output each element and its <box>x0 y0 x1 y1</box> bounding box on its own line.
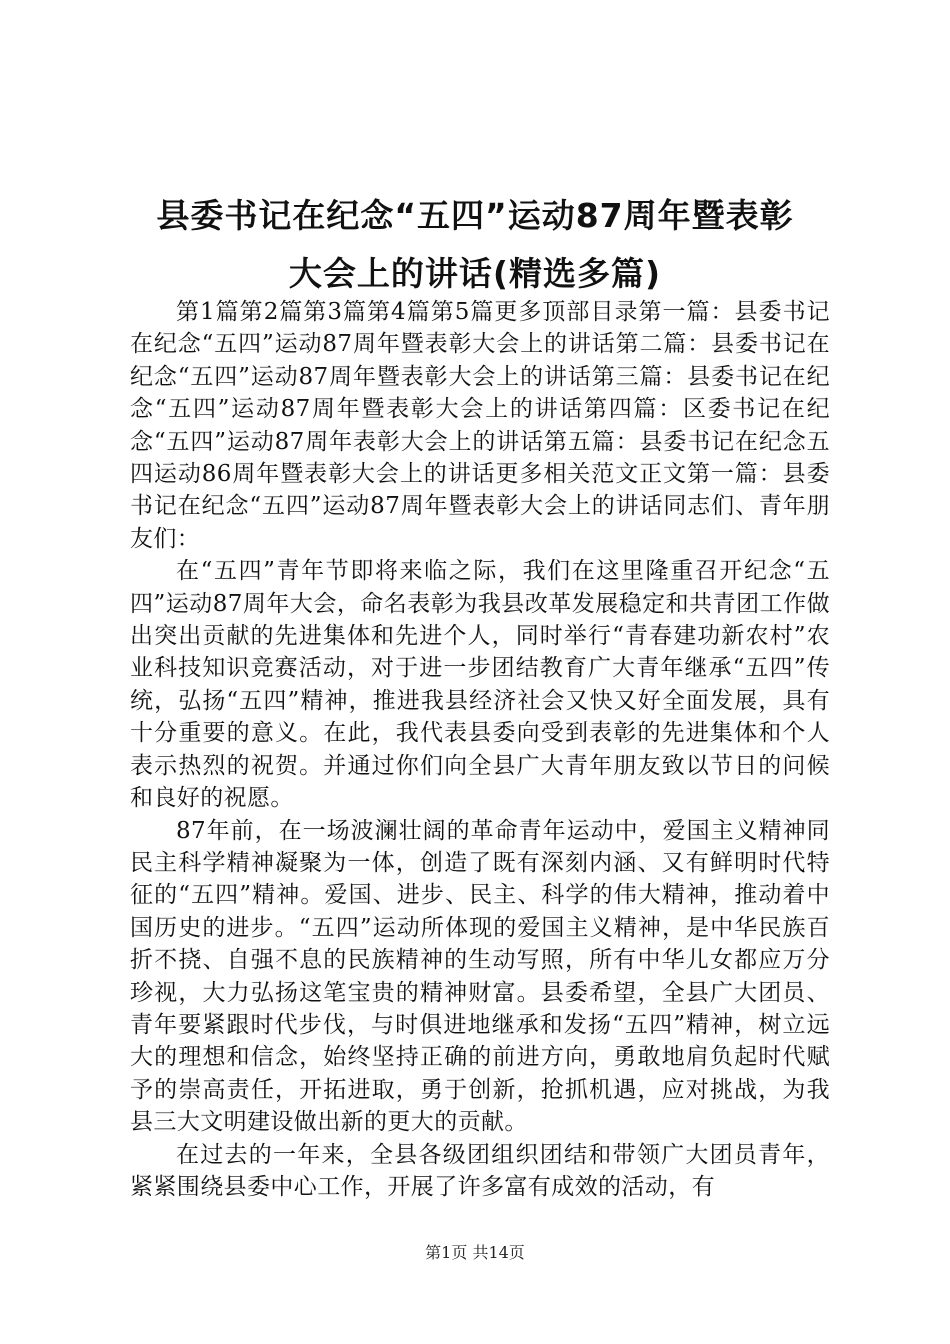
document-title-line-1: 县委书记在纪念“五四”运动87周年暨表彰 <box>156 196 794 235</box>
document-title-line-2: 大会上的讲话(精选多篇) <box>288 254 662 293</box>
paragraph-toc: 第1篇第2篇第3篇第4篇第5篇更多顶部目录第一篇：县委书记在纪念“五四”运动87周年暨表彰大会上的讲话第二篇：县委书记在纪念“五四”运动87周年暨表彰大会上的讲话第三篇：县委书记在纪念“五四”运动87周年暨表彰大会上的讲话第四篇：区委书记在纪念“五四”运动87周年表彰大会上的讲话第五篇：县委书记在纪念五四运动86周年暨表彰大会上的讲话更多相关范文正文第一篇：县委书记在纪念“五四”运动87周年暨表彰大会上的讲话同志们、青年朋友们： <box>130 299 830 552</box>
document-body <box>130 296 830 1203</box>
paragraph-3: 在过去的一年来，全县各级团组织团结和带领广大团员青年，紧紧围绕县委中心工作，开展了许多富有成效的活动，有 <box>130 1141 830 1200</box>
page-footer: 第1页 共14页 <box>425 1243 525 1262</box>
paragraph-1: 在“五四”青年节即将来临之际，我们在这里隆重召开纪念“五四”运动87周年大会，命名表彰为我县改革发展稳定和共青团工作做出突出贡献的先进集体和先进个人，同时举行“青春建功新农村”农业科技知识竞赛活动，对于进一步团结教育广大青年继承“五四”传统，弘扬“五四”精神，推进我县经济社会又快又好全面发展，具有十分重要的意义。在此，我代表县委向受到表彰的先进集体和个人表示热烈的祝贺。并通过你们向全县广大青年朋友致以节日的问候和良好的祝愿。 <box>130 558 830 812</box>
paragraph-2: 87年前，在一场波澜壮阔的革命青年运动中，爱国主义精神同民主科学精神凝聚为一体，创造了既有深刻内涵、又有鲜明时代特征的“五四”精神。爱国、进步、民主、科学的伟大精神，推动着中国历史的进步。“五四”运动所体现的爱国主义精神，是中华民族百折不挠、自强不息的民族精神的生动写照，所有中华儿女都应万分珍视，大力弘扬这笔宝贵的精神财富。县委希望，全县广大团员、青年要紧跟时代步伐，与时俱进地继承和发扬“五四”精神，树立远大的理想和信念，始终坚持正确的前进方向，勇敢地肩负起时代赋予的崇高责任，开拓进取，勇于创新，抢抓机遇，应对挑战，为我县三大文明建设做出新的更大的贡献。 <box>130 817 830 1136</box>
